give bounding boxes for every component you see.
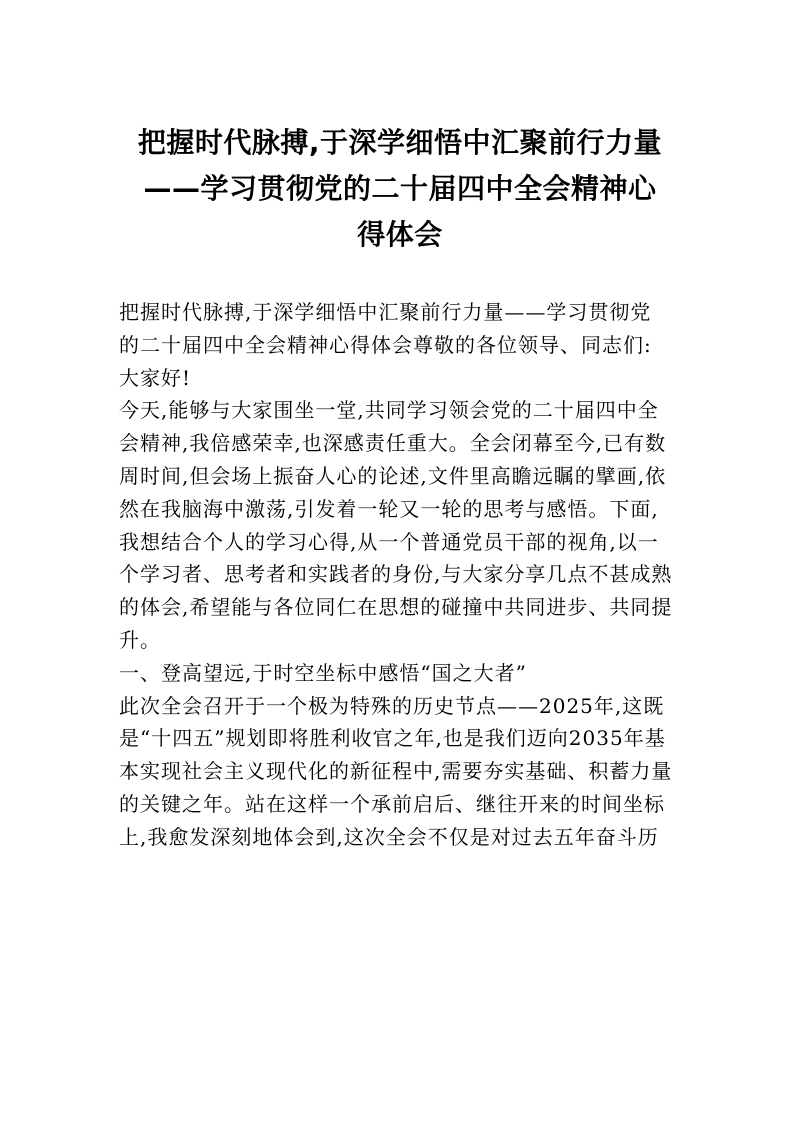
body-line: 升。 <box>119 627 161 652</box>
body-line: 的二十届四中全会精神心得体会尊敬的各位领导、同志们: <box>119 332 652 357</box>
title-line-3: 得体会 <box>357 218 443 251</box>
body-line: 然在我脑海中激荡,引发着一轮又一轮的思考与感悟。下面, <box>119 496 659 521</box>
body-line: 把握时代脉搏,于深学细悟中汇聚前行力量——学习贯彻党 <box>119 300 652 324</box>
body-line: 大家好! <box>119 365 192 390</box>
body-line: 我想结合个人的学习心得,从一个普通党员干部的视角,以一 <box>119 529 659 554</box>
body-line: 的体会,希望能与各位同仁在思想的碰撞中共同进步、共同提 <box>119 595 673 620</box>
body-line: 此次全会召开于一个极为特殊的历史节点——2025年,这既 <box>119 693 665 718</box>
body-line: 是“十四五”规划即将胜利收官之年,也是我们迈向2035年基 <box>119 726 666 751</box>
body-line: 上,我愈发深刻地体会到,这次全会不仅是对过去五年奋斗历 <box>119 824 659 849</box>
body-line: 今天,能够与大家围坐一堂,共同学习领会党的二十届四中全 <box>119 398 659 423</box>
body-line: 的关键之年。站在这样一个承前启后、继往开来的时间坐标 <box>119 791 665 816</box>
section-heading: 一、登高望远,于时空坐标中感悟“国之大者” <box>119 660 527 685</box>
document-body <box>119 296 679 854</box>
body-line: 会精神,我倍感荣幸,也深感责任重大。全会闭幕至今,已有数 <box>119 431 667 456</box>
title-line-2: ——学习贯彻党的二十届四中全会精神心 <box>143 172 657 205</box>
document-title <box>100 120 700 258</box>
body-line: 本实现社会主义现代化的新征程中,需要夯实基础、积蓄力量 <box>119 759 673 784</box>
body-line: 周时间,但会场上振奋人心的论述,文件里高瞻远瞩的擘画,依 <box>119 463 667 488</box>
body-line: 个学习者、思考者和实践者的身份,与大家分享几点不甚成熟 <box>119 562 673 587</box>
title-line-1: 把握时代脉搏,于深学细悟中汇聚前行力量 <box>137 126 663 159</box>
